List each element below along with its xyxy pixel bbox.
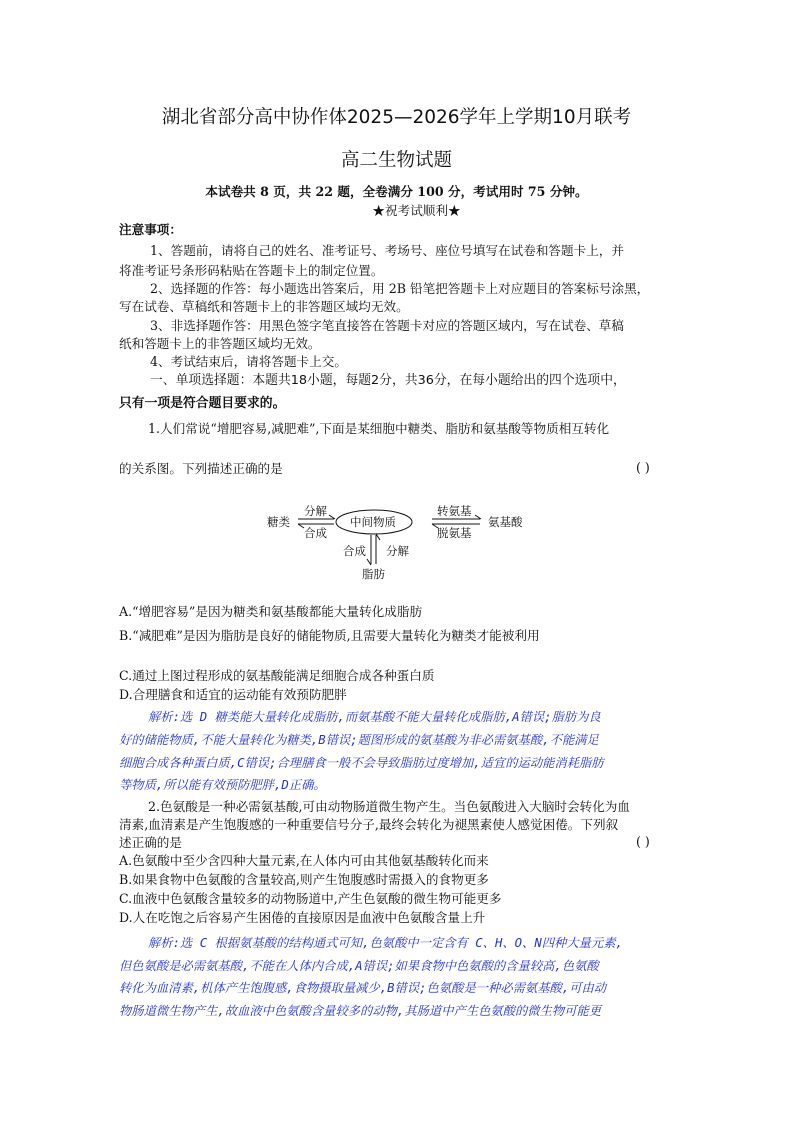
q2-analysis: 物肠道微生物产生,故血液中色氨酸含量较多的动物,其肠道中产生色氨酸的微生物可能更 xyxy=(119,1004,602,1018)
notes-heading: 注意事项： xyxy=(119,222,182,237)
q2-stem: 述正确的是 xyxy=(119,835,182,850)
note-line: 3、非选择题作答：用黑色签字笔直接答在答题卡对应的答题区域内，写在试卷、草稿 xyxy=(150,318,624,333)
q1-stem: 1.人们常说“增肥容易,减肥难”,下面是某细胞中糖类、脂肪和氨基酸等物质相互转化 xyxy=(148,421,610,436)
q2-option-a: A.色氨酸中至少含四种大量元素,在人体内可由其他氨基酸转化而来 xyxy=(119,853,489,868)
diagram-deamination: 脱氨基 xyxy=(437,526,472,540)
q1-diagram xyxy=(260,500,540,584)
section-heading-2: 只有一项是符合题目要求的。 xyxy=(119,396,286,411)
note-line: 1、答题前，请将自己的姓名、准考证号、考场号、座位号填写在试卷和答题卡上，并 xyxy=(150,243,624,258)
diagram-decompose: 分解 xyxy=(304,504,327,518)
q1-analysis: 等物质,所以能有效预防肥胖,D正确。 xyxy=(119,778,326,792)
exam-title: 湖北省部分高中协作体2025—2026学年上学期10月联考 xyxy=(161,107,632,128)
note-line: 写在试卷、草稿纸和答题卡上的非答题区域均无效。 xyxy=(119,299,409,314)
diagram-transamination: 转氨基 xyxy=(437,504,472,518)
diagram-intermediate: 中间物质 xyxy=(350,515,396,529)
q2-stem: 清素,血清素是产生饱腹感的一种重要信号分子,最终会转化为褪黑素使人感觉困倦。下列叙 xyxy=(119,817,619,832)
q1-analysis: 解析:选 D 糖类能大量转化成脂肪,而氨基酸不能大量转化成脂肪,A错误;脂肪为良 xyxy=(148,710,601,724)
q2-answer-paren: ( ) xyxy=(636,834,650,849)
q2-analysis: 转化为血清素,机体产生饱腹感,食物摄取量减少,B错误;色氨酸是一种必需氨基酸,可由动 xyxy=(119,981,607,995)
q2-option-d: D.人在吃饱之后容易产生困倦的直接原因是血液中色氨酸含量上升 xyxy=(119,910,486,925)
diagram-arrows xyxy=(260,500,540,584)
q1-stem: 的关系图。下列描述正确的是 xyxy=(119,461,283,476)
diagram-sugar: 糖类 xyxy=(267,515,290,529)
diagram-amino-acid: 氨基酸 xyxy=(488,515,523,529)
diagram-fat: 脂肪 xyxy=(362,567,385,581)
q2-stem: 2.色氨酸是一种必需氨基酸,可由动物肠道微生物产生。当色氨酸进入大脑时会转化为血 xyxy=(148,799,630,814)
q1-answer-paren: ( ) xyxy=(636,460,650,475)
q1-option-c: C.通过上图过程形成的氨基酸能满足细胞合成各种蛋白质 xyxy=(119,668,435,683)
q2-analysis: 但色氨酸是必需氨基酸,不能在人体内合成,A错误;如果食物中色氨酸的含量较高,色氨酸 xyxy=(119,959,599,973)
note-line: 将准考证号条形码粘贴在答题卡上的制定位置。 xyxy=(119,263,384,278)
diagram-synthesize: 合成 xyxy=(304,526,327,540)
q2-option-b: B.如果食物中色氨酸的含量较高,则产生饱腹感时需摄入的食物更多 xyxy=(119,872,489,887)
q2-analysis: 解析:选 C 根据氨基酸的结构通式可知,色氨酸中一定含有 C、H、O、N四种大量元素, xyxy=(148,936,623,950)
q2-option-c: C.血液中色氨酸含量较多的动物肠道中,产生色氨酸的微生物可能更多 xyxy=(119,891,502,906)
note-line: 4、考试结束后，请将答题卡上交。 xyxy=(150,354,347,369)
section-heading: 一、单项选择题：本题共18小题，每题2分，共36分，在每小题给出的四个选项中， xyxy=(150,373,626,388)
exam-subtitle: 高二生物试题 xyxy=(340,150,452,171)
q1-option-d: D.合理膳食和适宜的运动能有效预防肥胖 xyxy=(119,687,347,702)
q1-analysis: 细胞合成各种蛋白质,C错误;合理膳食一般不会导致脂肪过度增加,适宜的运动能消耗脂肪 xyxy=(119,756,604,770)
diagram-synth-left: 合成 xyxy=(343,544,366,558)
exam-wish: ★祝考试顺利★ xyxy=(372,203,461,218)
note-line: 2、选择题的作答：每小题选出答案后，用 2B 铅笔把答题卡上对应题目的答案标号涂黑， xyxy=(150,281,650,296)
q1-analysis: 好的储能物质,不能大量转化为糖类,B错误;题图形成的氨基酸为非必需氨基酸,不能满足 xyxy=(119,733,599,747)
exam-info: 本试卷共 8 页，共 22 题，全卷满分 100 分，考试用时 75 分钟。 xyxy=(205,184,588,199)
note-line: 纸和答题卡上的非答题区域均无效。 xyxy=(119,336,321,351)
q1-option-a: A.“增肥容易”是因为糖类和氨基酸都能大量转化成脂肪 xyxy=(119,604,423,619)
diagram-decompose-right: 分解 xyxy=(386,544,409,558)
q1-option-b: B.“减肥难”是因为脂肪是良好的储能物质,且需要大量转化为糖类才能被利用 xyxy=(119,628,540,643)
